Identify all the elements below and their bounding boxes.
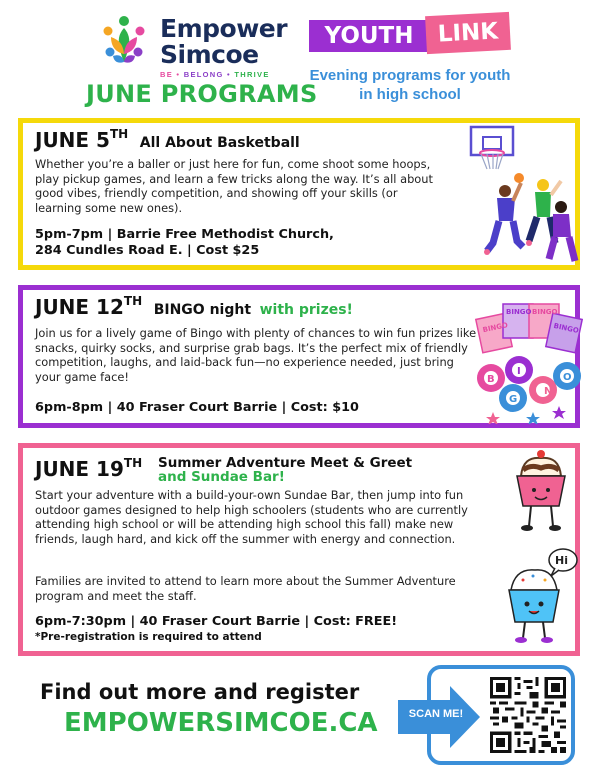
event-description: Join us for a lively game of Bingo with plenty of chances to win fun prizes like snacks, quirky socks, and surprise grab bags. It’s the perfect mix of friendly competition, laughs, and laid-back fun—no experience needed, just bring your game face! xyxy=(35,326,477,384)
event-title-highlight: and Sundae Bar! xyxy=(158,469,285,485)
event-title xyxy=(158,456,412,484)
org-name-line1: Empower xyxy=(160,14,288,43)
bingo-ball-letter: O xyxy=(563,372,572,383)
bingo-ball-letter: B xyxy=(487,374,495,385)
bingo-ball-letter: G xyxy=(509,394,518,405)
bingo-card-label: BINGO xyxy=(481,321,509,335)
programs-title: JUNE PROGRAMS xyxy=(86,80,318,108)
event-description: Start your adventure with a build-your-own Sundae Bar, then jump into fun outdoor games designed to help high schoolers (students who are currently attending high school or will be attending high school this fall) make new friends, laugh hard, and kick off the summer with energy and connection. xyxy=(35,488,468,546)
tagline-be: BE xyxy=(160,70,174,79)
youthlink-subtitle: Evening programs for youth in high school xyxy=(309,67,511,103)
bingo-card-label: BINGO xyxy=(532,308,558,316)
event-title: All About Basketball xyxy=(139,135,300,151)
event-details: 6pm-8pm | 40 Fraser Court Barrie | Cost: $10 xyxy=(35,400,359,415)
website-link[interactable]: EMPOWERSIMCOE.CA xyxy=(64,708,378,738)
speech-bubble-text: Hi xyxy=(555,554,568,567)
bingo-card-label: BINGO xyxy=(506,308,532,316)
event-title-highlight: with prizes! xyxy=(259,302,353,318)
event-details: 5pm-7pm | Barrie Free Methodist Church, 284 Cundles Road E. | Cost $25 xyxy=(35,227,334,258)
event-note: *Pre-registration is required to attend xyxy=(35,631,262,643)
bingo-ball-letter: N xyxy=(544,386,553,397)
tagline-belong: BELONG xyxy=(183,70,224,79)
event-date: JUNE 19TH xyxy=(35,456,143,481)
event-title: BINGO night xyxy=(153,302,252,318)
bingo-balls-illustration-icon xyxy=(473,296,583,424)
event-title-main: Summer Adventure Meet & Greet xyxy=(158,455,413,471)
sundae-mascot-icon xyxy=(501,446,581,538)
event-date: JUNE 12TH xyxy=(35,294,143,319)
ice-cream-cup-mascot-icon xyxy=(501,540,585,652)
event-heading xyxy=(35,127,300,152)
link-logo-text: LINK xyxy=(425,12,511,54)
basketball-players-illustration-icon xyxy=(457,125,579,270)
event-details: 6pm-7:30pm | 40 Fraser Court Barrie | Cost: FREE! xyxy=(35,614,398,629)
org-tagline xyxy=(160,70,270,79)
event-description: Whether you’re a baller or just here for fun, come shoot some hoops, play pickup games, and learn a few tricks along the way. It’s all about good vibes, friendly competition, and showing off your skills (or learning some new ones). xyxy=(35,157,433,215)
event-heading xyxy=(35,294,353,319)
event-description-families: Families are invited to attend to learn more about the Summer Adventure program and meet the staff. xyxy=(35,574,456,603)
tagline-thrive: THRIVE xyxy=(234,70,270,79)
tagline-sep: • xyxy=(227,70,231,79)
event-card-bingo xyxy=(18,285,580,428)
event-card-summer-adventure xyxy=(18,443,580,656)
bingo-ball-letter: I xyxy=(517,366,521,377)
empower-simcoe-logo-icon xyxy=(97,14,151,68)
footer-cta: Find out more and register xyxy=(40,680,360,704)
bingo-card-label: BINGO xyxy=(552,321,580,335)
qr-code-icon[interactable] xyxy=(490,673,566,757)
org-name-line2: Simcoe xyxy=(160,40,259,69)
scan-me-label: SCAN ME! xyxy=(408,708,464,720)
event-date: JUNE 5TH xyxy=(35,127,129,152)
event-card-basketball xyxy=(18,118,580,270)
org-name xyxy=(160,16,287,68)
tagline-sep: • xyxy=(176,70,181,79)
youth-logo-text: YOUTH xyxy=(309,20,429,52)
event-heading xyxy=(35,456,142,481)
